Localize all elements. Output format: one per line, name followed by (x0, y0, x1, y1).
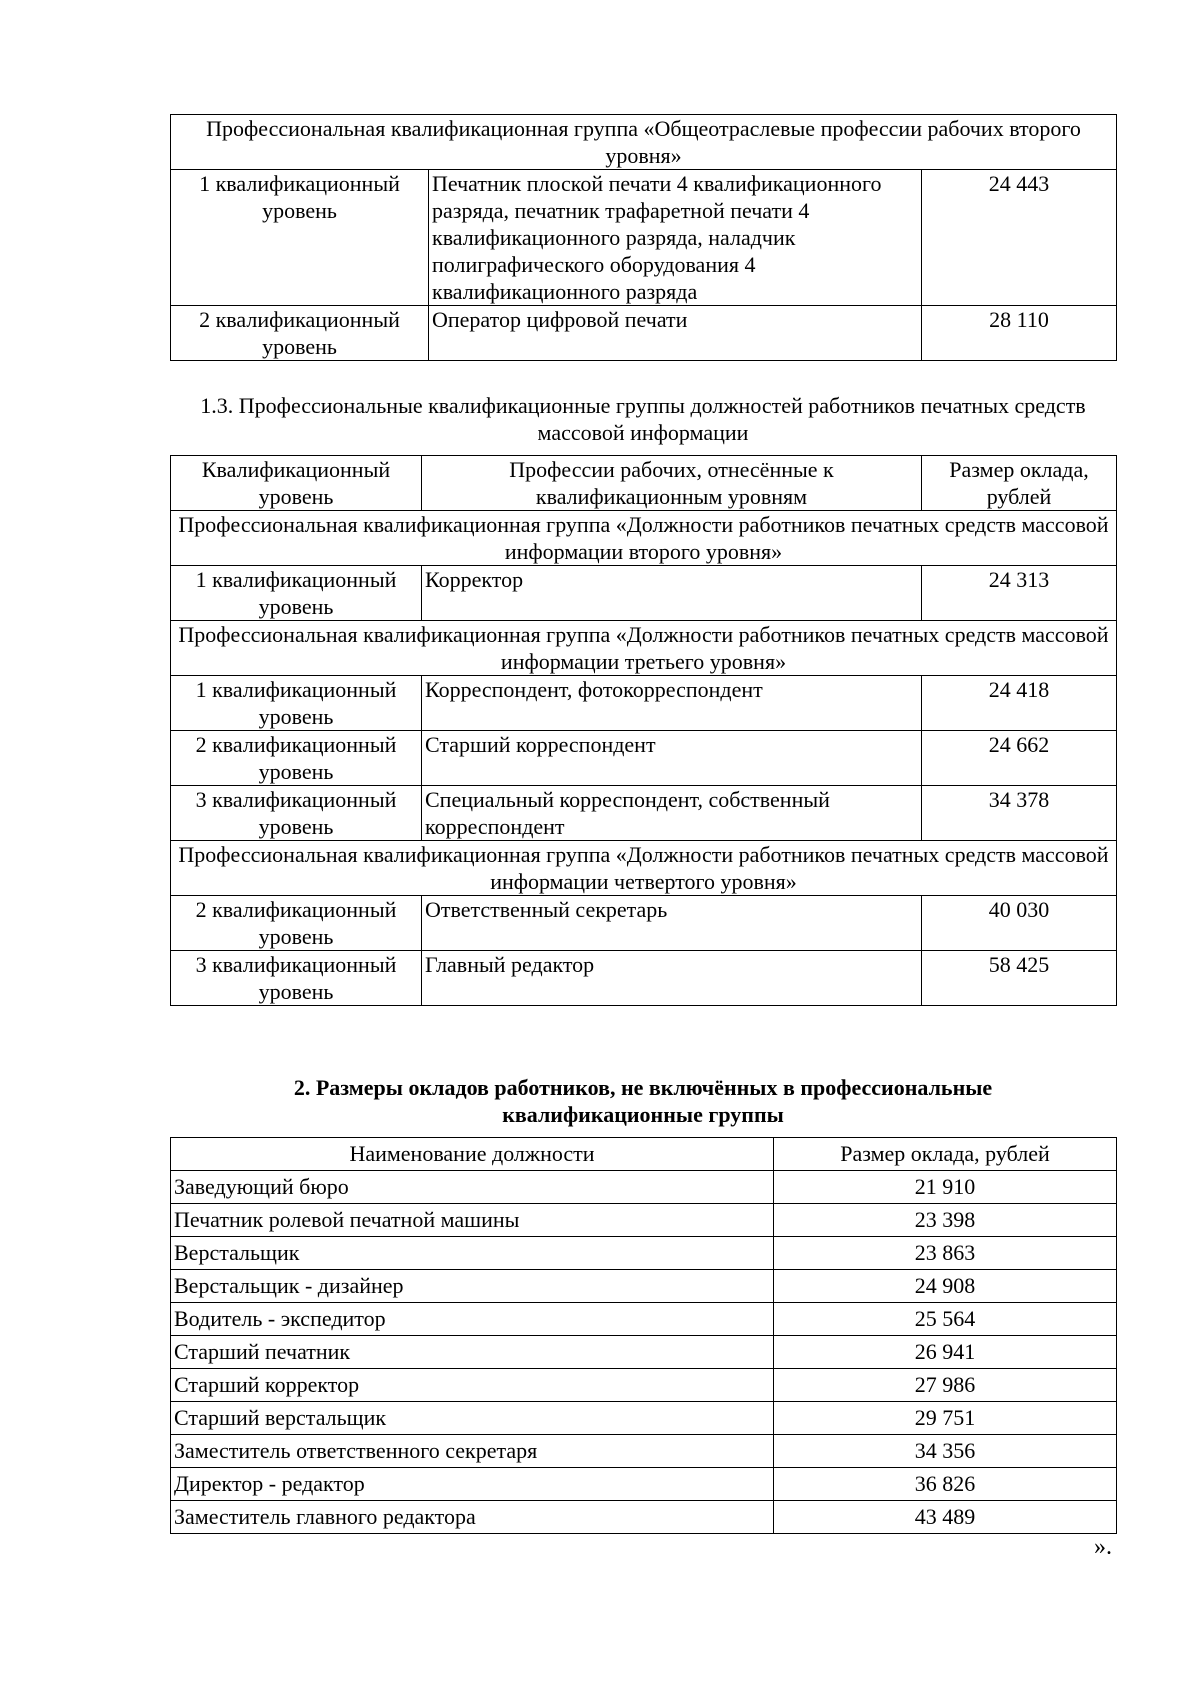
table-row (171, 170, 1117, 306)
salary-cell: 24 313 (922, 566, 1117, 621)
salary-cell: 34 356 (774, 1435, 1117, 1468)
salary-cell: 58 425 (922, 951, 1117, 1006)
other-positions-table (170, 1137, 1117, 1534)
position-cell: Корреспондент, фотокорреспондент (422, 676, 922, 731)
table-group-row (171, 511, 1117, 566)
profession-cell: Печатник плоской печати 4 квалификационного разряда, печатник трафаретной печати 4 квалификационного разряда, наладчик полиграфического оборудования 4 квалификационного разряда (429, 170, 922, 306)
position-cell: Заместитель главного редактора (171, 1501, 774, 1534)
table-group-row (171, 115, 1117, 170)
profession-cell: Оператор цифровой печати (429, 306, 922, 361)
table-group-row (171, 621, 1117, 676)
group-header: Профессиональная квалификационная группа «Должности работников печатных средств массовой информации четвертого уровня» (171, 841, 1117, 896)
table-row (171, 731, 1117, 786)
group-header: Профессиональная квалификационная группа «Общеотраслевые профессии рабочих второго уровня» (171, 115, 1117, 170)
table-row (171, 1237, 1117, 1270)
position-cell: Верстальщик (171, 1237, 774, 1270)
salary-cell: 34 378 (922, 786, 1117, 841)
salary-cell: 28 110 (922, 306, 1117, 361)
level-cell: 3 квалификационный уровень (171, 786, 422, 841)
table-row (171, 951, 1117, 1006)
salary-cell: 43 489 (774, 1501, 1117, 1534)
table-row (171, 1402, 1117, 1435)
worker-professions-table (170, 114, 1117, 361)
table-row (171, 1435, 1117, 1468)
table-row (171, 1501, 1117, 1534)
level-cell: 2 квалификационный уровень (171, 896, 422, 951)
table-row (171, 1468, 1117, 1501)
table-row (171, 1369, 1117, 1402)
position-cell: Заведующий бюро (171, 1171, 774, 1204)
position-cell: Заместитель ответственного секретаря (171, 1435, 774, 1468)
section-1-3-heading: 1.3. Профессиональные квалификационные группы должностей работников печатных средств массовой информации (200, 393, 1086, 445)
position-cell: Старший печатник (171, 1336, 774, 1369)
press-positions-table (170, 455, 1117, 1006)
table-row (171, 1204, 1117, 1237)
table-row (171, 1303, 1117, 1336)
table-row (171, 896, 1117, 951)
column-header-position: Наименование должности (171, 1138, 774, 1171)
salary-cell: 24 662 (922, 731, 1117, 786)
position-cell: Специальный корреспондент, собственный корреспондент (422, 786, 922, 841)
level-cell: 2 квалификационный уровень (171, 306, 429, 361)
table-row (171, 676, 1117, 731)
level-cell: 3 квалификационный уровень (171, 951, 422, 1006)
column-header-position: Профессии рабочих, отнесённые к квалификационным уровням (422, 456, 922, 511)
column-header-level: Квалификационный уровень (171, 456, 422, 511)
table-header-row (171, 456, 1117, 511)
level-cell: 1 квалификационный уровень (171, 676, 422, 731)
position-cell: Водитель - экспедитор (171, 1303, 774, 1336)
salary-cell: 36 826 (774, 1468, 1117, 1501)
position-cell: Печатник ролевой печатной машины (171, 1204, 774, 1237)
level-cell: 1 квалификационный уровень (171, 566, 422, 621)
salary-cell: 29 751 (774, 1402, 1117, 1435)
table-header-row (171, 1138, 1117, 1171)
column-header-salary: Размер оклада, рублей (774, 1138, 1117, 1171)
closing-quote-mark: ». (1094, 1534, 1112, 1560)
salary-cell: 24 443 (922, 170, 1117, 306)
salary-cell: 21 910 (774, 1171, 1117, 1204)
table-group-row (171, 841, 1117, 896)
position-cell: Директор - редактор (171, 1468, 774, 1501)
salary-cell: 26 941 (774, 1336, 1117, 1369)
salary-cell: 23 863 (774, 1237, 1117, 1270)
group-header: Профессиональная квалификационная группа «Должности работников печатных средств массовой информации второго уровня» (171, 511, 1117, 566)
salary-cell: 24 418 (922, 676, 1117, 731)
salary-cell: 23 398 (774, 1204, 1117, 1237)
level-cell: 2 квалификационный уровень (171, 731, 422, 786)
table-row (171, 786, 1117, 841)
position-cell: Корректор (422, 566, 922, 621)
position-cell: Главный редактор (422, 951, 922, 1006)
position-cell: Ответственный секретарь (422, 896, 922, 951)
salary-cell: 40 030 (922, 896, 1117, 951)
table-row (171, 1270, 1117, 1303)
section-2-heading: 2. Размеры окладов работников, не включённых в профессиональные квалификационные группы (293, 1075, 993, 1127)
position-cell: Верстальщик - дизайнер (171, 1270, 774, 1303)
table-row (171, 1336, 1117, 1369)
table-row (171, 566, 1117, 621)
position-cell: Старший корректор (171, 1369, 774, 1402)
column-header-salary: Размер оклада, рублей (922, 456, 1117, 511)
group-header: Профессиональная квалификационная группа «Должности работников печатных средств массовой информации третьего уровня» (171, 621, 1117, 676)
position-cell: Старший корреспондент (422, 731, 922, 786)
salary-cell: 25 564 (774, 1303, 1117, 1336)
position-cell: Старший верстальщик (171, 1402, 774, 1435)
table-row (171, 1171, 1117, 1204)
level-cell: 1 квалификационный уровень (171, 170, 429, 306)
salary-cell: 24 908 (774, 1270, 1117, 1303)
table-row (171, 306, 1117, 361)
salary-cell: 27 986 (774, 1369, 1117, 1402)
